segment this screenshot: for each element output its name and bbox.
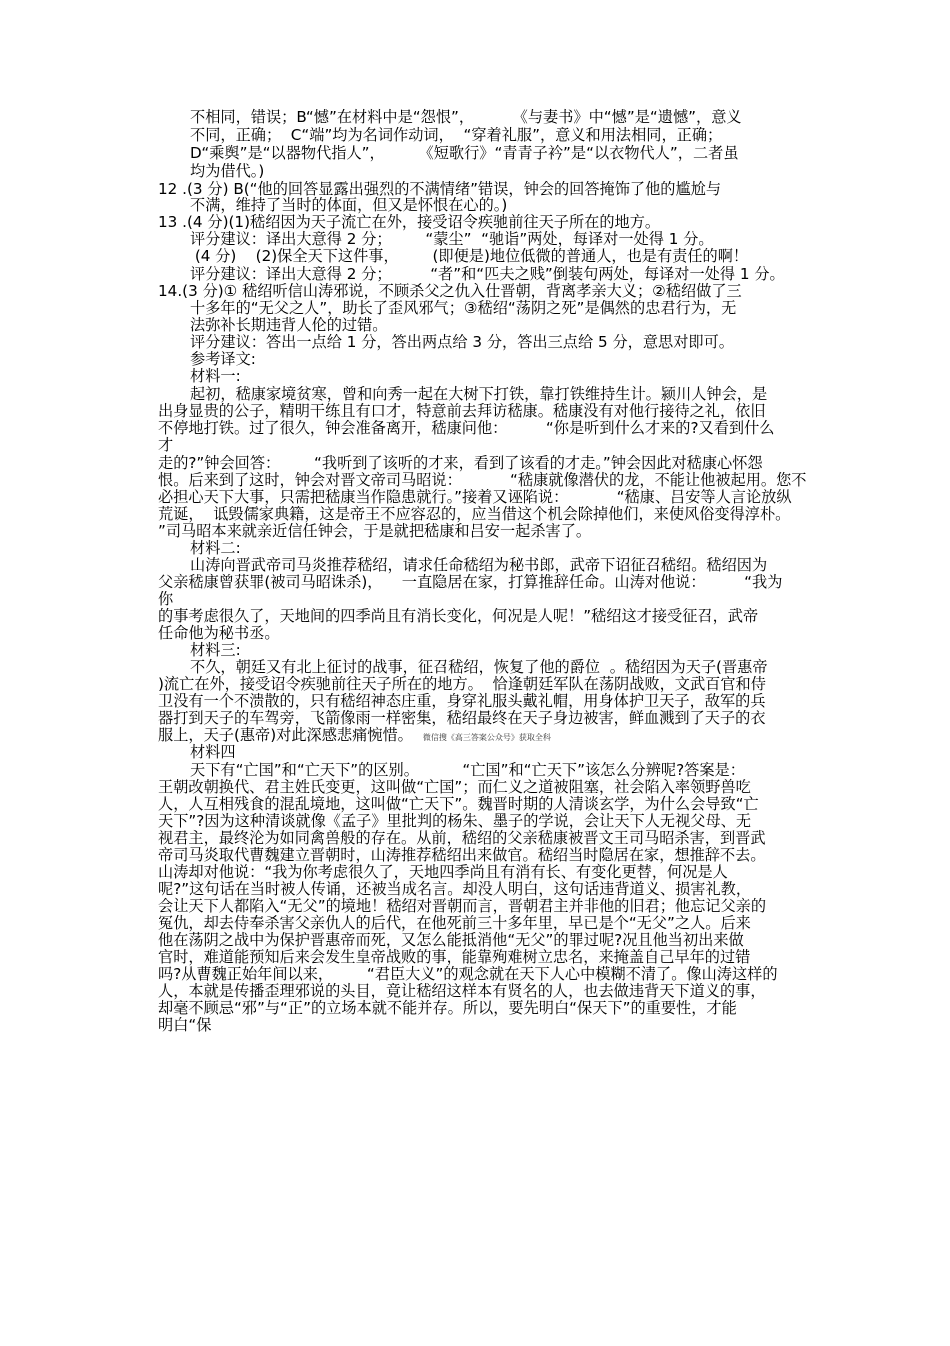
text-line: 恨。后来到了这时，钟会对晋文帝司马昭说： “嵇康就像潜伏的龙，不能让他被起用。您不 [158, 471, 807, 489]
text-line: 起初，嵇康家境贫寒，曾和向秀一起在大树下打铁，靠打铁维持生计。颍川人钟会，是 [190, 385, 768, 403]
text-line: 器打到天子的车驾旁，飞箭像雨一样密集，嵇绍最终在天子身边被害，鲜血溅到了天子的衣 [158, 709, 766, 727]
answer-14: 14.(3 分)① 嵇绍听信山涛邪说，不顾杀父之仇入仕晋朝，背离孝亲大义；②嵇绍做了三 [158, 282, 742, 300]
text-line: 任命他为秘书丞。 [158, 624, 280, 642]
section-heading: 参考译文: [190, 350, 256, 368]
text-line: 冤仇，却去侍奉杀害父亲仇人的后代，在他死前三十多年里，早已是个“无父”之人。后来 [158, 914, 751, 932]
text-line: 会让天下人都陷入“无父”的境地！嵇绍对晋朝而言，晋朝君主并非他的旧君；他忘记父亲的 [158, 897, 767, 915]
text-line: ”司马昭本来就亲近信任钟会，于是就把嵇康和吕安一起杀害了。 [158, 522, 592, 540]
text-line: 人，本就是传播歪理邪说的头目，竟让嵇绍这样本有贤名的人，也去做违背天下道义的事， [158, 982, 766, 1000]
answer-13: 13 .(4 分)(1)嵇绍因为天子流亡在外，接受诏令疾驰前往天子所在的地方。 [158, 213, 661, 231]
text-line: 呢?”这句话在当时被人传诵，还被当成名言。却没人明白，这句话违背道义、损害礼教， [158, 880, 752, 898]
text-line: 不停地打铁。过了很久，钟会准备离开，嵇康问他： “你是听到什么才来的?又看到什么 [158, 419, 775, 437]
section-heading: 材料一: [190, 367, 241, 385]
text-line: 卫没有一个不溃散的，只有嵇绍神态庄重，身穿礼服头戴礼帽，用身体护卫天子，敌军的兵 [158, 692, 766, 710]
text-line: 明白“保 [158, 1016, 212, 1034]
answer-12: 12 .(3 分) B(“他的回答显露出强烈的不满情绪”错误，钟会的回答掩饰了他的尴尬与 [158, 180, 722, 198]
text-line: 他在荡阴之战中为保护晋惠帝而死，又怎么能抵消他“无父”的罪过呢?况且他当初出来做 [158, 931, 744, 949]
text-line: 不同，正确； C“端”均为名词作动词， “穿着礼服”，意义和用法相同，正确； [190, 126, 723, 144]
text-line: D“乘舆”是“以器物代指人”， 《短歌行》“青青子衿”是“以衣物代人”，二者虽 [190, 144, 739, 162]
text-line: 均为借代。) [190, 162, 265, 180]
text-line: 法弥补长期违背人伦的过错。 [190, 316, 388, 334]
text-line: 天下”?因为这种清谈就像《孟子》里批判的杨朱、墨子的学说，会让天下人无视父母、无 [158, 812, 752, 830]
watermark-note: 微信搜《高三答案公众号》获取全科 [422, 733, 551, 742]
section-heading: 材料三: [190, 641, 241, 659]
text-line: 你 [158, 590, 174, 608]
text-line: 评分建议：译出大意得 2 分； “者”和“匹夫之贱”倒装句两处，每译对一处得 1 分。 [190, 265, 785, 283]
text-line: 人，人互相残食的混乱境地，这叫做“亡天下”。魏晋时期的人清谈玄学，为什么会导致“亡 [158, 795, 759, 813]
text-line: 才 [158, 436, 174, 454]
text-line: 却毫不顾忌“邪”与“正”的立场本就不能并存。所以，要先明白“保天下”的重要性，才能 [158, 999, 737, 1017]
section-heading: 材料二: [190, 539, 241, 557]
text-line: 山涛向晋武帝司马炎推荐嵇绍，请求任命嵇绍为秘书郎，武帝下诏征召嵇绍。嵇绍因为 [190, 556, 768, 574]
text-line: 不久，朝廷又有北上征讨的战事，征召嵇绍，恢复了他的爵位 。嵇绍因为天子(晋惠帝 [190, 658, 768, 676]
text-line: 评分建议：译出大意得 2 分； “蒙尘” “驰诣”两处，每译对一处得 1 分。 [190, 230, 714, 248]
text-line: 不满，维持了当时的体面，但又是怀恨在心的。) [190, 196, 508, 214]
text-line: (4 分) (2)保全天下这件事， (即便是)地位低微的普通人，也是有责任的啊！ [190, 247, 749, 265]
text-line: 的事考虑很久了，天地间的四季尚且有消长变化，何况是人呢！”嵇绍这才接受征召，武帝 [158, 607, 759, 625]
text-line: 出身显贵的公子，精明干练且有口才，特意前去拜访嵇康。嵇康没有对他行接待之礼，依旧 [158, 402, 766, 420]
section-heading: 材料四 [190, 743, 236, 761]
text-line: 荒诞， 诋毁儒家典籍，这是帝王不应容忍的，应当借这个机会除掉他们，来使风俗变得淳朴。 [158, 505, 791, 523]
text-line: 王朝改朝换代、君主姓氏变更，这叫做“亡国”；而仁义之道被阻塞，社会陷入率领野兽吃 [158, 778, 751, 796]
text-line: 不相同，错误；B“憾”在材料中是“怨恨”， 《与妻书》中“憾”是“遗憾”，意义 [190, 108, 742, 126]
text-line-content: 服上，天子(惠帝)对此深感悲痛惋惜。 [158, 726, 413, 744]
text-line: 父亲嵇康曾获罪(被司马昭诛杀)， 一直隐居在家，打算推辞任命。山涛对他说： “我为 [158, 573, 783, 591]
text-line: 天下有“亡国”和“亡天下”的区别。 “亡国”和“亡天下”该怎么分辨呢?答案是： [190, 761, 745, 779]
text-line: 评分建议：答出一点给 1 分，答出两点给 3 分，答出三点给 5 分，意思对即可。 [190, 333, 734, 351]
text-line: 帝司马炎取代曹魏建立晋朝时，山涛推荐嵇绍出来做官。嵇绍当时隐居在家，想推辞不去。 [158, 846, 766, 864]
text-line: 走的?”钟会回答： “我听到了该听的才来，看到了该看的才走。”钟会因此对嵇康心怀怨 [158, 454, 763, 472]
text-line: 必担心天下大事，只需把嵇康当作隐患就行。”接着又诬陷说： “嵇康、吕安等人言论放纵 [158, 488, 792, 506]
text-line: 视君主，最终沦为如同禽兽般的存在。从前，嵇绍的父亲嵇康被晋文王司马昭杀害，到晋武 [158, 829, 766, 847]
text-line: 山涛却对他说：“我为你考虑很久了，天地四季尚且有消有长、有变化更替，何况是人 [158, 863, 728, 881]
text-line: 十多年的“无父之人”，助长了歪风邪气；③嵇绍“荡阴之死”是偶然的忠君行为，无 [190, 299, 737, 317]
text-line: 官时，难道能预知后来会发生皇帝战败的事，能靠殉难树立忠名，来掩盖自己早年的过错 [158, 948, 751, 966]
text-line: 吗?从曹魏正始年间以来， “君臣大义”的观念就在天下人心中模糊不清了。像山涛这样的 [158, 965, 778, 983]
text-line: )流亡在外，接受诏令疾驰前往天子所在的地方。 恰逢朝廷军队在荡阴战败，文武百官和侍 [158, 675, 766, 693]
